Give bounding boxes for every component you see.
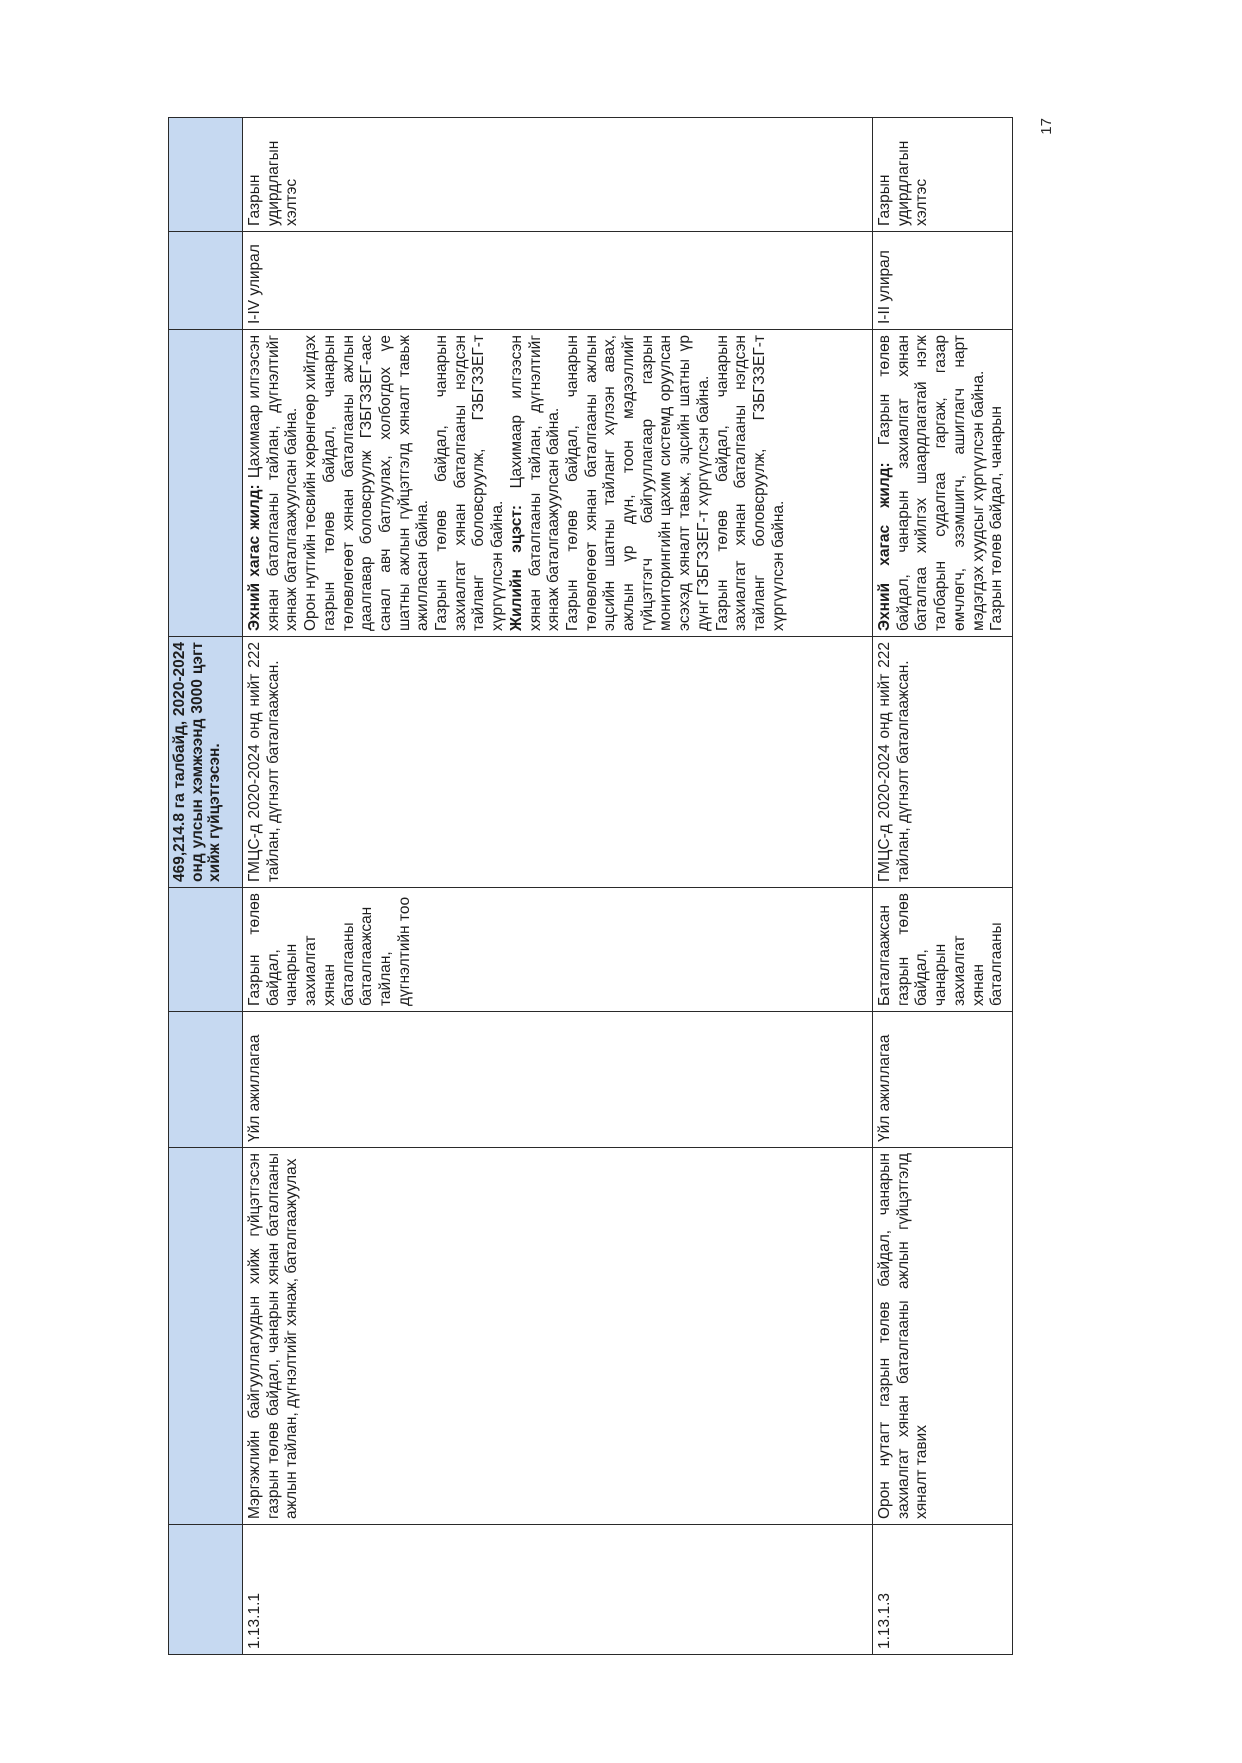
row-code: 1.13.1.1 (243, 1525, 873, 1655)
empty-cell (169, 232, 243, 330)
table-row (873, 118, 1013, 1655)
responsible-unit-cell: Газрын удирдлагын хэлтэс (873, 118, 1013, 232)
empty-cell (169, 888, 243, 1012)
indicator-cell: Баталгаажсан газрын төлөв байдал, чанарын захиалгат хянан баталгааны (873, 888, 1013, 1012)
progress-cell (873, 330, 1013, 637)
progress-paragraph (876, 335, 988, 631)
task-cell: Орон нутагт газрын төлөв байдал, чанарын захиалгат хянан баталгааны ажлын гүйцэтгэлд хяналт тавих (873, 1148, 1013, 1525)
indicator-cell: Газрын төлөв байдал, чанарын захиалгат хянан баталгааны баталгаажсан тайлан, дүгнэлтийн тоо (243, 888, 873, 1012)
target-cell (169, 637, 243, 888)
progress-paragraph (433, 335, 508, 631)
progress-paragraph (508, 335, 564, 631)
progress-cell (243, 330, 873, 637)
activity-type-cell: Үйл ажиллагаа (873, 1012, 1013, 1148)
progress-text: Орон нутгийн төсвийн хөрөнгөөр хийгдэх газрын төлөв байдал, чанарын төлөвлөгөөт хянан баталгааны ажлын даалгавар боловсруулж ГЗБГЗЗЕГ-аас санал авч батлуулах, холбогдох үе шатны ажлын гүйцэтгэлд хяналт тавьж ажилласан байна. (302, 334, 432, 631)
responsible-unit-cell: Газрын удирдлагын хэлтэс (243, 118, 873, 232)
progress-paragraph (246, 335, 302, 631)
empty-cell (169, 1148, 243, 1525)
empty-cell (169, 118, 243, 232)
task-cell: Мэргэжлийн байгууллагуудын хийж гүйцэтгэсэн газрын төлөв байдал, чанарын хянан баталгааны ажлын тайлан, дүгнэлтийг хянаж, баталгаажуулах (243, 1148, 873, 1525)
rotated-page-content (168, 118, 1055, 1655)
period-heading: Эхний хагас жилд: (246, 484, 263, 631)
progress-paragraph (302, 335, 433, 631)
empty-cell (169, 1012, 243, 1148)
page-number: 17 (1038, 118, 1055, 135)
period-cell: I-IV улирал (243, 232, 873, 330)
target-text: 469,214.8 га талбайд, 2020-2024 онд улсын хэмжээнд 3000 цэгт хийж гүйцэтгэсэн. (171, 642, 223, 882)
baseline-cell: ГМЦС-д 2020-2024 онд нийт 222 тайлан, дүгнэлт баталгаажсан. (243, 637, 873, 888)
empty-cell (169, 330, 243, 637)
table-row (243, 118, 873, 1655)
progress-text: Цахимаар илгээсэн хянан баталгааны тайлан, дүгнэлтийг хянаж баталгаажуулсан байна. (246, 335, 301, 631)
progress-text: Газрын төлөв байдал, чанарын (988, 406, 1006, 631)
period-heading: Жилийн эцэст: (507, 504, 525, 631)
baseline-cell: ГМЦС-д 2020-2024 онд нийт 222 тайлан, дүгнэлт баталгаажсан. (873, 637, 1013, 888)
period-cell: I-II улирал (873, 232, 1013, 330)
progress-text: Газрын төлөв байдал, чанарын төлөвлөгөөт хянан баталгааны ажлын эцсийн шатны тайланг хүлээн авах, ажлын үр дүн, тоон мэдээллийг гүйцэтгэгч байгууллагаар газрын мониторингийн цахим системд оруулсан эсэхэд хяналт тавьж, эцсийн шатны үр дүнг ГЗБГЗЗЕГ-т хүргүүлсэн байна. (563, 335, 712, 631)
progress-paragraph (714, 335, 789, 631)
summary-row (169, 118, 243, 1655)
activity-type-cell: Үйл ажиллагаа (243, 1012, 873, 1148)
progress-paragraph (564, 335, 714, 631)
empty-cell (169, 1525, 243, 1655)
progress-text: Цахимаар илгээсэн хянан баталгааны тайлан, дүгнэлтийг хянаж баталгаажуулсан байна. (507, 335, 563, 631)
period-heading: Эхний хагас жилд: (876, 462, 893, 631)
progress-paragraph (988, 335, 1007, 631)
progress-text: Газрын төлөв байдал, чанарын захиалгат хянан баталгаа хийлгэх шаардлагатай нэгж талбарын судалгаа гаргаж, газар өмчлөгч, эзэмшигч, ашиглагч нарт мэдэгдэх хуудсыг хүргүүлсэн байна. (876, 335, 987, 631)
progress-text: Газрын төлөв байдал, чанарын захиалгат хянан баталгааны нэгдсэн тайланг боловсруулж, ГЗБГЗЗЕГ-т хүргүүлсэн байна. (713, 335, 787, 631)
action-plan-table (168, 117, 1013, 1655)
row-code: 1.13.1.3 (873, 1525, 1013, 1655)
progress-text: Газрын төлөв байдал, чанарын захиалгат хянан баталгааны нэгдсэн тайланг боловсруулж, ГЗБГЗЗЕГ-т хүргүүлсэн байна. (433, 335, 507, 631)
